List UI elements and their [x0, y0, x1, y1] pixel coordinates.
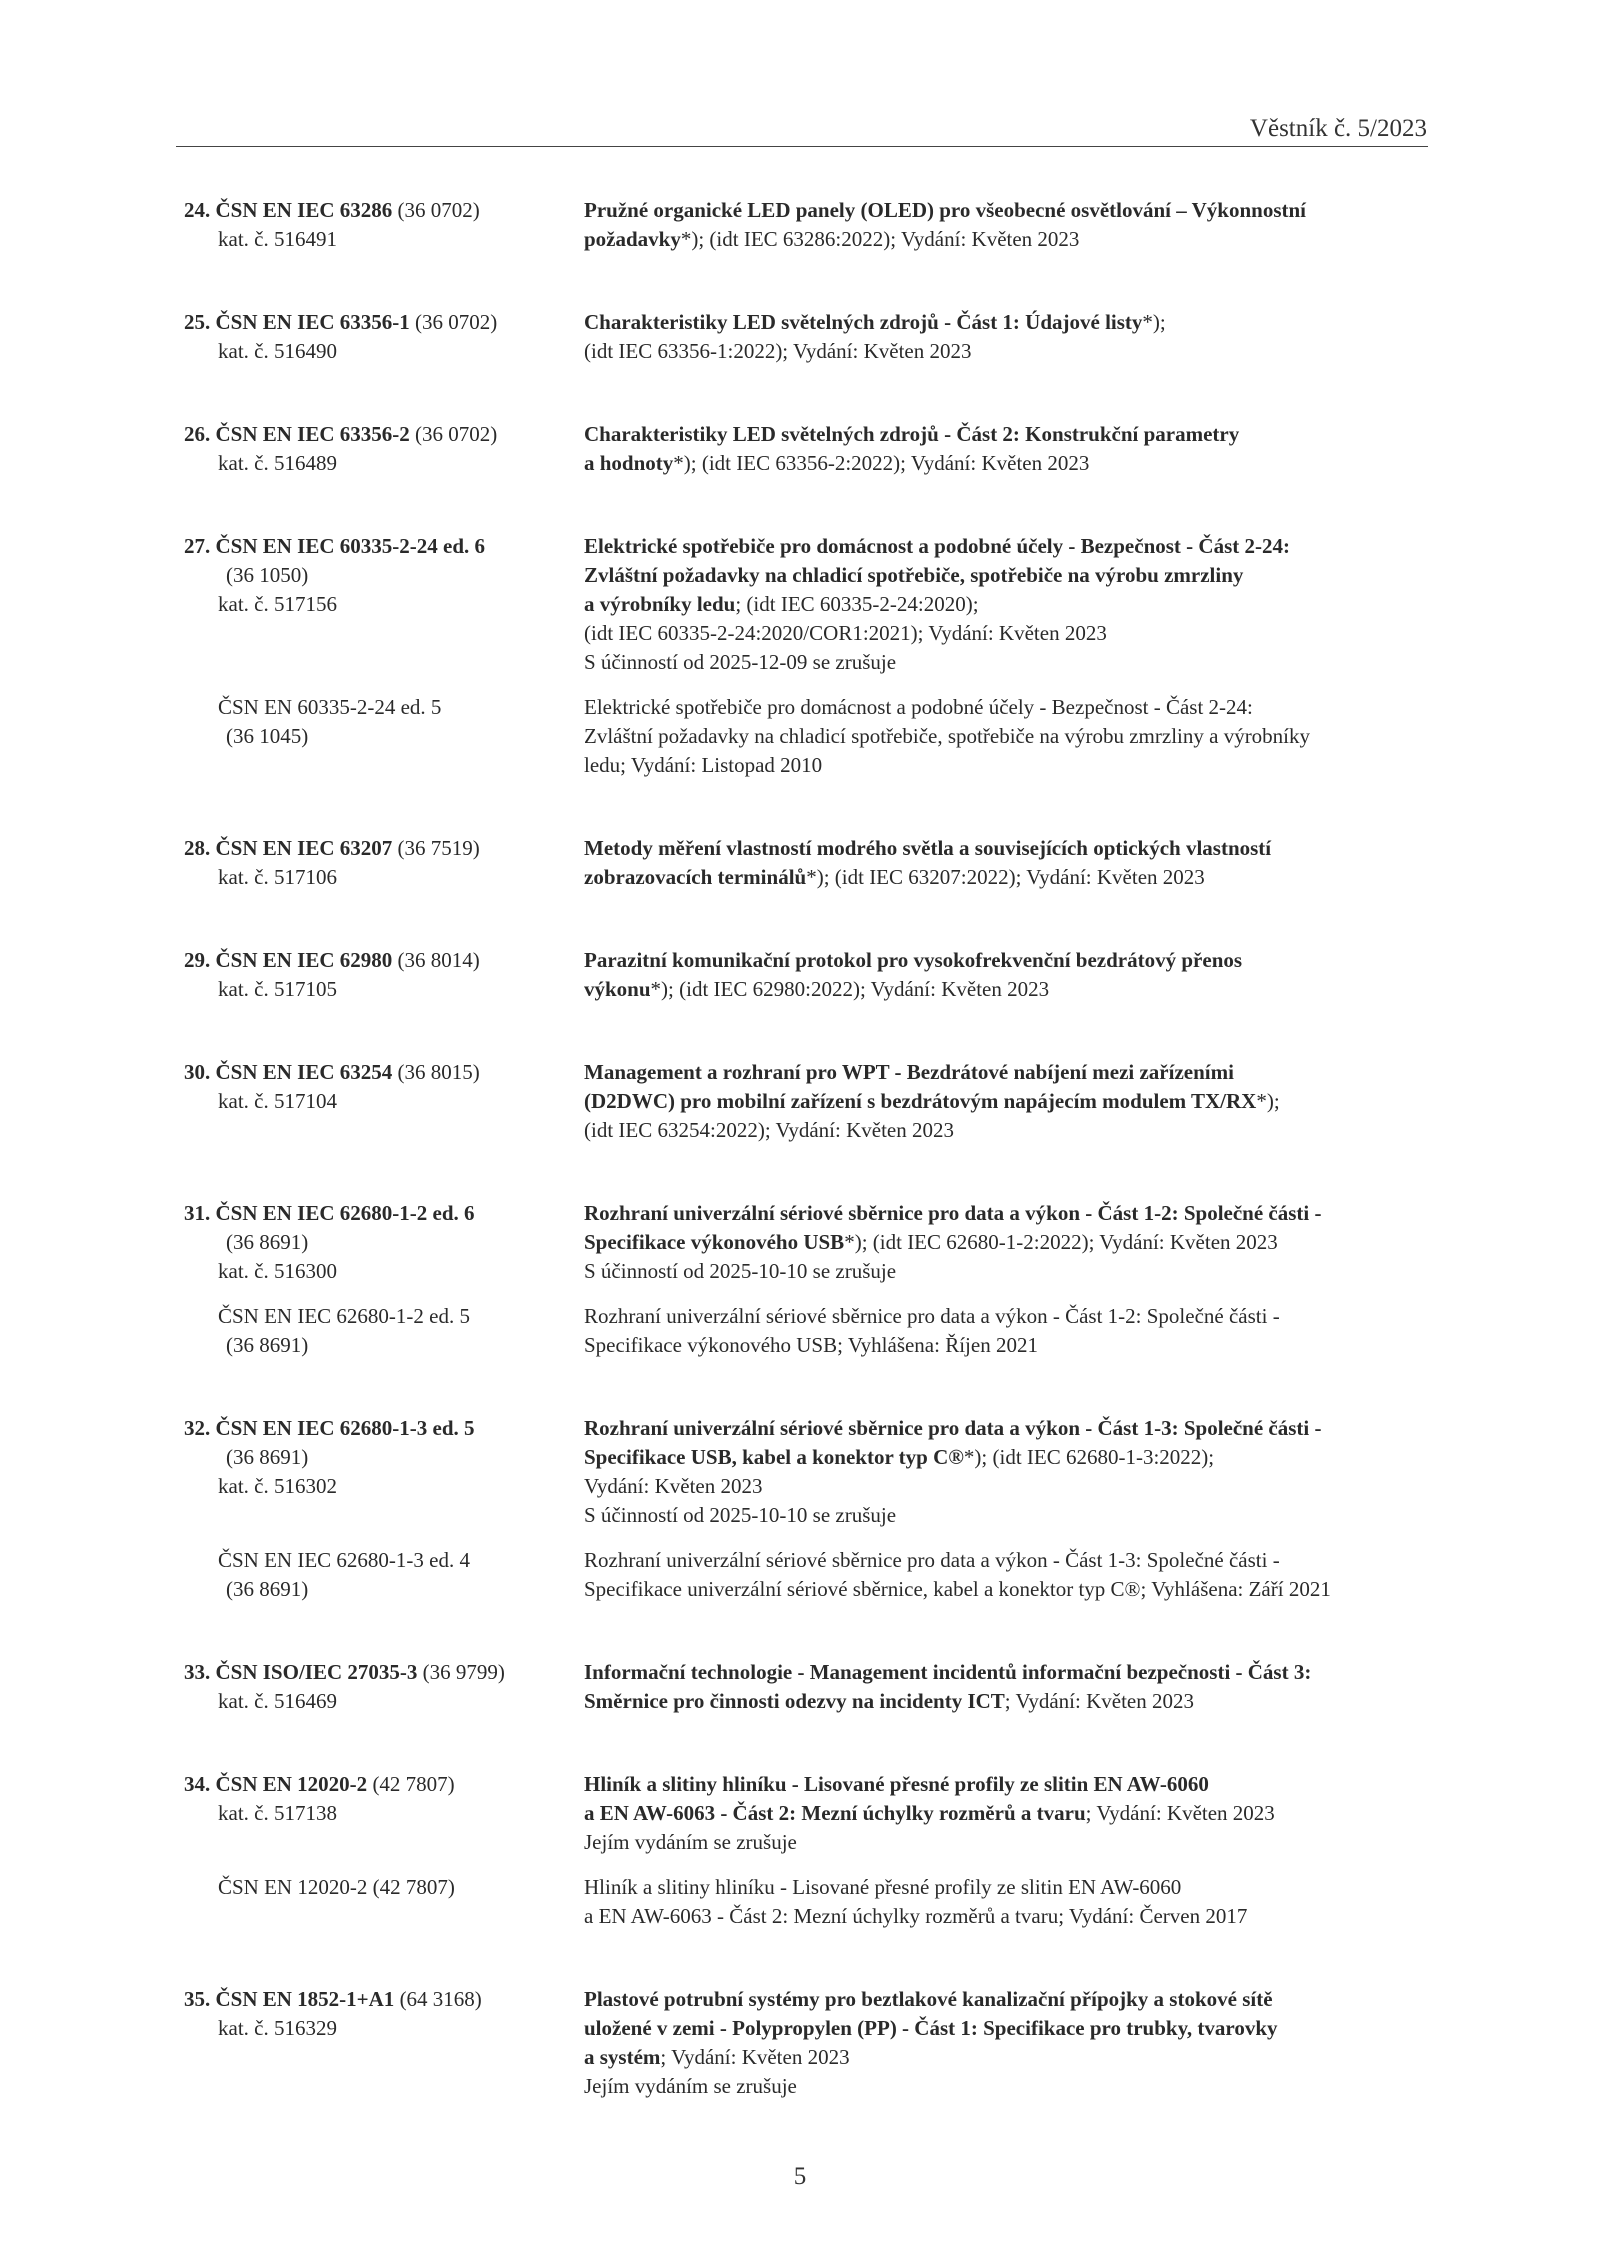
classification: (36 7519) — [392, 836, 480, 860]
catalog-number: kat. č. 516490 — [218, 339, 337, 363]
standard-code: ČSN EN IEC 63207 — [215, 836, 393, 860]
standard-title: Charakteristiky LED světelných zdrojů - Část 1: Údajové listy — [584, 310, 1143, 334]
replaced-standard-code: ČSN EN 12020-2 (42 7807) — [218, 1875, 455, 1899]
standard-code: ČSN EN IEC 62680-1-3 ed. 5 — [215, 1416, 475, 1440]
catalog-number: kat. č. 516489 — [218, 451, 337, 475]
classification: (36 9799) — [417, 1660, 505, 1684]
replaced-standard-code: ČSN EN IEC 62680-1-2 ed. 5 — [218, 1304, 470, 1328]
standard-details: ; Vydání: Květen 2023 — [1085, 1801, 1275, 1825]
replaced-title: Zvláštní požadavky na chladicí spotřebiče, spotřebiče na výrobu zmrzliny a výrobníky — [584, 724, 1311, 748]
withdrawal-note: S účinností od 2025-10-10 se zrušuje — [584, 1503, 897, 1527]
standard-entry-35 — [184, 1985, 1428, 2101]
standard-details: ; Vydání: Květen 2023 — [660, 2045, 850, 2069]
standard-entry-30 — [184, 1058, 1428, 1145]
standard-details: *); (idt IEC 62680-1-3:2022); — [963, 1445, 1215, 1469]
standard-details: ; Vydání: Květen 2023 — [1004, 1689, 1194, 1713]
classification: (36 8014) — [392, 948, 480, 972]
standard-title: a hodnoty — [584, 451, 674, 475]
standard-code: ČSN EN IEC 63356-2 — [215, 422, 410, 446]
entry-number: 32. — [184, 1416, 211, 1440]
standard-entry-25 — [184, 308, 1428, 366]
standard-details: *); (idt IEC 63286:2022); Vydání: Květen 2023 — [680, 227, 1080, 251]
standard-title: Směrnice pro činnosti odezvy na incidenty ICT — [584, 1689, 1005, 1713]
replaced-title: Specifikace výkonového USB; Vyhlášena: Říjen 2021 — [584, 1333, 1038, 1357]
catalog-number: kat. č. 517104 — [218, 1089, 337, 1113]
entry-number: 24. — [184, 198, 211, 222]
classification: (36 0702) — [409, 310, 498, 334]
entry-number: 25. — [184, 310, 211, 334]
header-rule — [176, 146, 1428, 147]
replaced-title: Hliník a slitiny hliníku - Lisované přesné profily ze slitin EN AW-6060 — [584, 1875, 1182, 1899]
standard-title: a výrobníky ledu — [584, 592, 736, 616]
standard-details: *); (idt IEC 63207:2022); Vydání: Květen 2023 — [806, 865, 1205, 889]
replaced-title: Specifikace univerzální sériové sběrnice, kabel a konektor typ C®; Vyhlášena: Září 2021 — [584, 1577, 1331, 1601]
standard-code: ČSN EN 1852-1+A1 — [215, 1987, 395, 2011]
catalog-number: kat. č. 516329 — [218, 2016, 337, 2040]
entry-number: 30. — [184, 1060, 211, 1084]
withdrawal-note: S účinností od 2025-10-10 se zrušuje — [584, 1259, 897, 1283]
standard-title: zobrazovacích terminálů — [584, 865, 807, 889]
replaced-title: ledu; Vydání: Listopad 2010 — [584, 753, 823, 777]
entry-number: 31. — [184, 1201, 211, 1225]
classification: (36 1050) — [226, 563, 309, 587]
standard-title: Rozhraní univerzální sériové sběrnice pro data a výkon - Část 1-2: Společné části - — [584, 1201, 1322, 1225]
standard-title: Metody měření vlastností modrého světla a souvisejících optických vlastností — [584, 836, 1272, 860]
standard-title: Pružné organické LED panely (OLED) pro všeobecné osvětlování – Výkonnostní — [584, 198, 1307, 222]
replaced-title: a EN AW-6063 - Část 2: Mezní úchylky rozměrů a tvaru; Vydání: Červen 2017 — [584, 1904, 1248, 1928]
standard-details: *); — [1256, 1089, 1280, 1113]
standard-code: ČSN ISO/IEC 27035-3 — [215, 1660, 418, 1684]
entry-number: 27. — [184, 534, 211, 558]
standard-details: (idt IEC 63254:2022); Vydání: Květen 2023 — [584, 1118, 954, 1142]
catalog-number: kat. č. 516300 — [218, 1259, 337, 1283]
entry-number: 33. — [184, 1660, 211, 1684]
withdrawal-note: Jejím vydáním se zrušuje — [584, 1830, 797, 1854]
classification: (64 3168) — [394, 1987, 482, 2011]
standard-title: uložené v zemi - Polypropylen (PP) - Část 1: Specifikace pro trubky, tvarovky — [584, 2016, 1278, 2040]
bulletin-title: Věstník č. 5/2023 — [1249, 115, 1427, 142]
standard-code: ČSN EN IEC 63286 — [215, 198, 393, 222]
withdrawal-note: Jejím vydáním se zrušuje — [584, 2074, 797, 2098]
classification: (42 7807) — [367, 1772, 455, 1796]
standard-entry-34 — [184, 1770, 1428, 1931]
replaced-title: Rozhraní univerzální sériové sběrnice pro data a výkon - Část 1-2: Společné části - — [584, 1304, 1280, 1328]
standard-entry-33 — [184, 1658, 1428, 1716]
catalog-number: kat. č. 516302 — [218, 1474, 337, 1498]
standard-details: *); (idt IEC 62980:2022); Vydání: Květen 2023 — [650, 977, 1050, 1001]
classification: (36 8015) — [392, 1060, 480, 1084]
catalog-number: kat. č. 516491 — [218, 227, 337, 251]
replaced-title: Elektrické spotřebiče pro domácnost a podobné účely - Bezpečnost - Část 2-24: — [584, 695, 1253, 719]
withdrawal-note: S účinností od 2025-12-09 se zrušuje — [584, 650, 897, 674]
standard-details: Vydání: Květen 2023 — [584, 1474, 763, 1498]
standard-code: ČSN EN IEC 60335-2-24 ed. 6 — [215, 534, 486, 558]
entry-number: 29. — [184, 948, 211, 972]
standard-entry-31 — [184, 1199, 1428, 1360]
standard-code: ČSN EN IEC 63254 — [215, 1060, 393, 1084]
classification: (36 8691) — [226, 1445, 309, 1469]
standard-entry-24 — [184, 196, 1428, 254]
standard-entry-32 — [184, 1414, 1428, 1604]
standard-title: požadavky — [584, 227, 681, 251]
page-number: 5 — [793, 2163, 807, 2190]
standard-entry-27 — [184, 532, 1428, 780]
classification: (36 8691) — [226, 1230, 309, 1254]
replaced-standard-code: ČSN EN IEC 62680-1-3 ed. 4 — [218, 1548, 470, 1572]
standard-title: Elektrické spotřebiče pro domácnost a podobné účely - Bezpečnost - Část 2-24: — [584, 534, 1290, 558]
standard-details: *); — [1142, 310, 1166, 334]
replaced-standard-code: ČSN EN 60335-2-24 ed. 5 — [218, 695, 442, 719]
standard-details: (idt IEC 63356-1:2022); Vydání: Květen 2023 — [584, 339, 972, 363]
catalog-number: kat. č. 517156 — [218, 592, 337, 616]
standard-details: (idt IEC 60335-2-24:2020/COR1:2021); Vydání: Květen 2023 — [584, 621, 1107, 645]
standard-title: (D2DWC) pro mobilní zařízení s bezdrátovým napájecím modulem TX/RX — [584, 1089, 1257, 1113]
standard-entry-26 — [184, 420, 1428, 478]
classification: (36 0702) — [409, 422, 498, 446]
classification: (36 0702) — [392, 198, 480, 222]
standard-title: Rozhraní univerzální sériové sběrnice pro data a výkon - Část 1-3: Společné části - — [584, 1416, 1322, 1440]
standard-title: a EN AW-6063 - Část 2: Mezní úchylky rozměrů a tvaru — [584, 1801, 1086, 1825]
standard-title: Plastové potrubní systémy pro beztlakové kanalizační přípojky a stokové sítě — [584, 1987, 1273, 2011]
standard-title: Zvláštní požadavky na chladicí spotřebiče, spotřebiče na výrobu zmrzliny — [584, 563, 1244, 587]
catalog-number: kat. č. 517138 — [218, 1801, 337, 1825]
catalog-number: kat. č. 517105 — [218, 977, 337, 1001]
standard-title: výkonu — [584, 977, 651, 1001]
entry-number: 35. — [184, 1987, 211, 2011]
standard-title: Specifikace výkonového USB — [584, 1230, 845, 1254]
entry-number: 28. — [184, 836, 211, 860]
standard-details: *); (idt IEC 63356-2:2022); Vydání: Květen 2023 — [673, 451, 1090, 475]
standard-entry-28 — [184, 834, 1428, 892]
entry-number: 26. — [184, 422, 211, 446]
standard-title: Parazitní komunikační protokol pro vysokofrekvenční bezdrátový přenos — [584, 948, 1243, 972]
standard-title: Charakteristiky LED světelných zdrojů - Část 2: Konstrukční parametry — [584, 422, 1240, 446]
replaced-classification: (36 8691) — [226, 1577, 309, 1601]
standard-code: ČSN EN 12020-2 — [215, 1772, 368, 1796]
standard-code: ČSN EN IEC 62980 — [215, 948, 393, 972]
standard-title: Management a rozhraní pro WPT - Bezdrátové nabíjení mezi zařízeními — [584, 1060, 1234, 1084]
entry-number: 34. — [184, 1772, 211, 1796]
standard-title: Hliník a slitiny hliníku - Lisované přesné profily ze slitin EN AW-6060 — [584, 1772, 1209, 1796]
standard-title: Specifikace USB, kabel a konektor typ C® — [584, 1445, 964, 1469]
standard-title: Informační technologie - Management incidentů informační bezpečnosti - Část 3: — [584, 1660, 1312, 1684]
catalog-number: kat. č. 516469 — [218, 1689, 337, 1713]
standard-details: *); (idt IEC 62680-1-2:2022); Vydání: Květen 2023 — [844, 1230, 1278, 1254]
catalog-number: kat. č. 517106 — [218, 865, 337, 889]
standard-entry-29 — [184, 946, 1428, 1004]
standard-details: ; (idt IEC 60335-2-24:2020); — [735, 592, 979, 616]
replaced-classification: (36 8691) — [226, 1333, 309, 1357]
replaced-title: Rozhraní univerzální sériové sběrnice pro data a výkon - Část 1-3: Společné části - — [584, 1548, 1280, 1572]
standards-list — [184, 196, 1428, 2155]
standard-title: a systém — [584, 2045, 661, 2069]
standard-code: ČSN EN IEC 62680-1-2 ed. 6 — [215, 1201, 475, 1225]
standard-code: ČSN EN IEC 63356-1 — [215, 310, 410, 334]
replaced-classification: (36 1045) — [226, 724, 309, 748]
